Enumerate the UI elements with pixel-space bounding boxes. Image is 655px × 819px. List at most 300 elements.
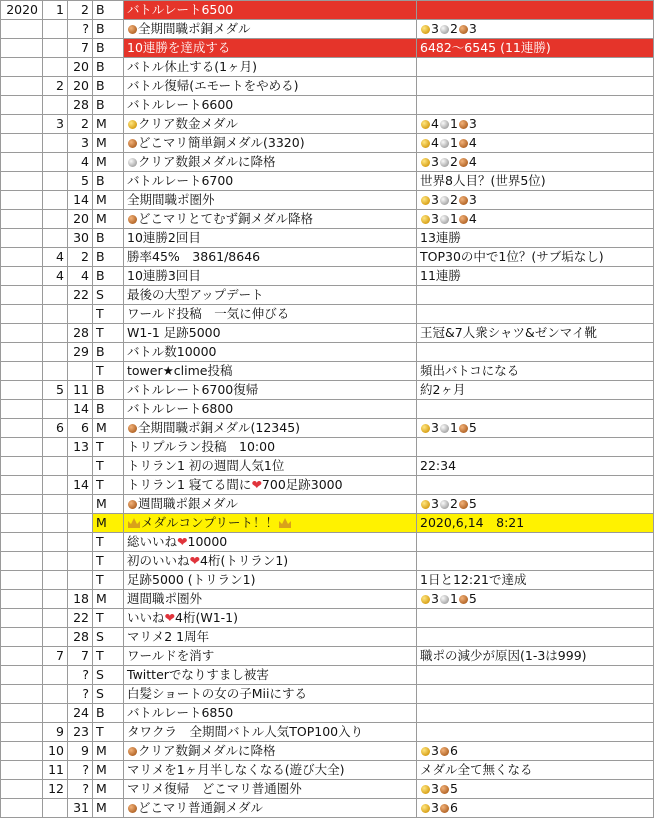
table-row <box>1 628 654 647</box>
note-cell <box>417 58 654 77</box>
type-cell: M <box>93 210 124 229</box>
silver-medal-icon <box>440 196 449 205</box>
note-cell <box>417 286 654 305</box>
day-cell: 24 <box>68 704 93 723</box>
day-cell: 14 <box>68 476 93 495</box>
heart-icon: ❤ <box>177 534 188 549</box>
event-cell: ワールド投稿 一気に伸びる <box>124 305 417 324</box>
year-cell <box>1 381 43 400</box>
month-cell: 5 <box>43 381 68 400</box>
table-row <box>1 799 654 818</box>
event-cell: 全期間職ポ銅メダル(12345) <box>124 419 417 438</box>
note-cell: 3 1 5 <box>417 590 654 609</box>
silver-medal-icon <box>440 215 449 224</box>
day-cell: 3 <box>68 134 93 153</box>
type-cell: B <box>93 172 124 191</box>
type-cell: B <box>93 96 124 115</box>
type-cell: T <box>93 324 124 343</box>
day-cell: 9 <box>68 742 93 761</box>
note-cell: 職ポの減少が原因(1-3は999) <box>417 647 654 666</box>
year-cell <box>1 77 43 96</box>
type-cell: B <box>93 704 124 723</box>
note-cell <box>417 77 654 96</box>
event-cell: 週間職ポ銀メダル <box>124 495 417 514</box>
table-row <box>1 96 654 115</box>
note-cell: 3 2 4 <box>417 153 654 172</box>
table-row <box>1 533 654 552</box>
table-row <box>1 419 654 438</box>
type-cell: T <box>93 476 124 495</box>
note-cell: 2020,6,14 8:21 <box>417 514 654 533</box>
gold-medal-icon <box>421 595 430 604</box>
day-cell: 20 <box>68 77 93 96</box>
type-cell: M <box>93 799 124 818</box>
day-cell: 13 <box>68 438 93 457</box>
note-cell: 3 2 3 <box>417 191 654 210</box>
year-cell <box>1 476 43 495</box>
note-cell <box>417 343 654 362</box>
event-cell: クリア数金メダル <box>124 115 417 134</box>
event-cell: 全期間職ポ圏外 <box>124 191 417 210</box>
note-cell: 3 1 5 <box>417 419 654 438</box>
type-cell: M <box>93 495 124 514</box>
gold-medal-icon <box>128 120 137 129</box>
day-cell: ? <box>68 761 93 780</box>
type-cell: B <box>93 400 124 419</box>
year-cell <box>1 362 43 381</box>
type-cell: T <box>93 552 124 571</box>
day-cell <box>68 571 93 590</box>
day-cell <box>68 305 93 324</box>
gold-medal-icon <box>421 215 430 224</box>
day-cell: 7 <box>68 39 93 58</box>
note-cell <box>417 1 654 20</box>
note-cell <box>417 552 654 571</box>
day-cell: 6 <box>68 419 93 438</box>
heart-icon: ❤ <box>164 610 175 625</box>
event-cell: 10連勝を達成する <box>124 39 417 58</box>
event-cell: 10連勝3回目 <box>124 267 417 286</box>
month-cell <box>43 495 68 514</box>
type-cell: T <box>93 305 124 324</box>
event-cell: バトルレート6700復帰 <box>124 381 417 400</box>
event-cell: タワクラ 全期間バトル人気TOP100入り <box>124 723 417 742</box>
month-cell <box>43 438 68 457</box>
table-row <box>1 39 654 58</box>
year-cell <box>1 590 43 609</box>
day-cell <box>68 495 93 514</box>
note-cell: メダル全て無くなる <box>417 761 654 780</box>
table-row <box>1 685 654 704</box>
type-cell: M <box>93 134 124 153</box>
year-cell: 2020 <box>1 1 43 20</box>
table-row <box>1 1 654 20</box>
table-row <box>1 400 654 419</box>
crown-icon <box>128 518 140 528</box>
event-cell: バトルレート6500 <box>124 1 417 20</box>
gold-medal-icon <box>421 747 430 756</box>
year-cell <box>1 305 43 324</box>
table-row <box>1 438 654 457</box>
bronze-medal-icon <box>459 215 468 224</box>
type-cell: B <box>93 381 124 400</box>
month-cell <box>43 476 68 495</box>
event-cell: クリア数銀メダルに降格 <box>124 153 417 172</box>
gold-medal-icon <box>421 804 430 813</box>
year-cell <box>1 210 43 229</box>
event-cell: トリプルラン投稿 10:00 <box>124 438 417 457</box>
heart-icon: ❤ <box>189 553 200 568</box>
table-row <box>1 761 654 780</box>
type-cell: B <box>93 77 124 96</box>
gold-medal-icon <box>421 158 430 167</box>
day-cell: 18 <box>68 590 93 609</box>
event-cell: 白髪ショートの女の子Miiにする <box>124 685 417 704</box>
type-cell: S <box>93 628 124 647</box>
event-cell: tower★clime投稿 <box>124 362 417 381</box>
table-row <box>1 134 654 153</box>
day-cell <box>68 533 93 552</box>
table-row <box>1 704 654 723</box>
year-cell <box>1 96 43 115</box>
year-cell <box>1 229 43 248</box>
year-cell <box>1 533 43 552</box>
bronze-medal-icon <box>459 139 468 148</box>
day-cell: ? <box>68 780 93 799</box>
year-cell <box>1 723 43 742</box>
note-cell: 王冠&7人衆シャツ&ゼンマイ靴 <box>417 324 654 343</box>
bronze-medal-icon <box>128 500 137 509</box>
year-cell <box>1 704 43 723</box>
month-cell <box>43 286 68 305</box>
silver-medal-icon <box>440 500 449 509</box>
note-cell: 4 1 3 <box>417 115 654 134</box>
day-cell: ? <box>68 20 93 39</box>
event-cell: 最後の大型アップデート <box>124 286 417 305</box>
note-cell <box>417 96 654 115</box>
year-cell <box>1 514 43 533</box>
table-row <box>1 153 654 172</box>
silver-medal-icon <box>128 158 137 167</box>
note-cell: 3 6 <box>417 742 654 761</box>
day-cell: 28 <box>68 628 93 647</box>
month-cell <box>43 134 68 153</box>
note-cell: TOP30の中で1位？(サブ垢なし) <box>417 248 654 267</box>
table-row <box>1 229 654 248</box>
bronze-medal-icon <box>128 139 137 148</box>
type-cell: S <box>93 286 124 305</box>
month-cell <box>43 172 68 191</box>
table-row <box>1 286 654 305</box>
table-row <box>1 248 654 267</box>
month-cell <box>43 343 68 362</box>
day-cell: 4 <box>68 267 93 286</box>
year-cell <box>1 552 43 571</box>
month-cell: 9 <box>43 723 68 742</box>
year-cell <box>1 58 43 77</box>
day-cell: 14 <box>68 191 93 210</box>
year-cell <box>1 742 43 761</box>
type-cell: S <box>93 666 124 685</box>
table-row <box>1 514 654 533</box>
year-cell <box>1 191 43 210</box>
type-cell: M <box>93 419 124 438</box>
event-cell: どこマリとてむず銅メダル降格 <box>124 210 417 229</box>
year-cell <box>1 153 43 172</box>
note-cell <box>417 723 654 742</box>
table-row <box>1 742 654 761</box>
month-cell <box>43 552 68 571</box>
month-cell <box>43 39 68 58</box>
note-cell: 世界8人目？(世界5位) <box>417 172 654 191</box>
month-cell: 10 <box>43 742 68 761</box>
bronze-medal-icon <box>459 158 468 167</box>
month-cell: 6 <box>43 419 68 438</box>
type-cell: M <box>93 761 124 780</box>
day-cell: 4 <box>68 153 93 172</box>
month-cell <box>43 400 68 419</box>
year-cell <box>1 343 43 362</box>
month-cell: 7 <box>43 647 68 666</box>
type-cell: B <box>93 229 124 248</box>
table-row <box>1 77 654 96</box>
month-cell <box>43 609 68 628</box>
gold-medal-icon <box>421 139 430 148</box>
note-cell <box>417 685 654 704</box>
month-cell: 4 <box>43 248 68 267</box>
note-cell: 約2ヶ月 <box>417 381 654 400</box>
note-cell: 13連勝 <box>417 229 654 248</box>
table-row <box>1 362 654 381</box>
type-cell: M <box>93 514 124 533</box>
month-cell: 3 <box>43 115 68 134</box>
day-cell <box>68 514 93 533</box>
event-cell: トリラン1 寝てる間に❤700足跡3000 <box>124 476 417 495</box>
event-cell: 10連勝2回目 <box>124 229 417 248</box>
month-cell <box>43 514 68 533</box>
type-cell: M <box>93 590 124 609</box>
silver-medal-icon <box>440 139 449 148</box>
event-cell: 初のいいね❤4桁(トリラン1) <box>124 552 417 571</box>
month-cell <box>43 153 68 172</box>
month-cell <box>43 191 68 210</box>
gold-medal-icon <box>421 196 430 205</box>
note-cell <box>417 400 654 419</box>
table-row <box>1 324 654 343</box>
silver-medal-icon <box>440 158 449 167</box>
note-cell <box>417 305 654 324</box>
year-cell <box>1 685 43 704</box>
month-cell <box>43 96 68 115</box>
table-row <box>1 115 654 134</box>
day-cell: 30 <box>68 229 93 248</box>
event-cell: バトル休止する(1ヶ月) <box>124 58 417 77</box>
bronze-medal-icon <box>128 215 137 224</box>
day-cell: 11 <box>68 381 93 400</box>
type-cell: T <box>93 362 124 381</box>
year-cell <box>1 20 43 39</box>
event-cell: バトル復帰(エモートをやめる) <box>124 77 417 96</box>
year-cell <box>1 647 43 666</box>
event-cell: ワールドを消す <box>124 647 417 666</box>
type-cell: B <box>93 343 124 362</box>
bronze-medal-icon <box>128 804 137 813</box>
year-cell <box>1 666 43 685</box>
type-cell: T <box>93 533 124 552</box>
bronze-medal-icon <box>459 120 468 129</box>
day-cell: 14 <box>68 400 93 419</box>
month-cell <box>43 457 68 476</box>
year-cell <box>1 172 43 191</box>
day-cell <box>68 362 93 381</box>
note-cell <box>417 533 654 552</box>
type-cell: M <box>93 153 124 172</box>
note-cell <box>417 476 654 495</box>
month-cell: 2 <box>43 77 68 96</box>
event-cell: クリア数銅メダルに降格 <box>124 742 417 761</box>
type-cell: T <box>93 438 124 457</box>
type-cell: M <box>93 115 124 134</box>
table-row <box>1 780 654 799</box>
day-cell: 29 <box>68 343 93 362</box>
table-row <box>1 590 654 609</box>
event-cell: マリメを1ヶ月半しなくなる(遊び大全) <box>124 761 417 780</box>
month-cell <box>43 324 68 343</box>
event-cell: 足跡5000 (トリラン1) <box>124 571 417 590</box>
bronze-medal-icon <box>440 785 449 794</box>
event-cell: トリラン1 初の週間人気1位 <box>124 457 417 476</box>
event-cell: マリメ2 1周年 <box>124 628 417 647</box>
event-cell: メダルコンプリート！！ <box>124 514 417 533</box>
day-cell: ? <box>68 685 93 704</box>
type-cell: B <box>93 1 124 20</box>
bronze-medal-icon <box>440 804 449 813</box>
year-cell <box>1 115 43 134</box>
type-cell: B <box>93 39 124 58</box>
type-cell: B <box>93 248 124 267</box>
event-cell: 週間職ポ圏外 <box>124 590 417 609</box>
table-row <box>1 343 654 362</box>
note-cell: 22:34 <box>417 457 654 476</box>
table-row <box>1 267 654 286</box>
note-cell <box>417 666 654 685</box>
heart-icon: ❤ <box>251 477 262 492</box>
event-cell: どこマリ簡単銅メダル(3320) <box>124 134 417 153</box>
bronze-medal-icon <box>128 25 137 34</box>
note-cell: 頻出バトコになる <box>417 362 654 381</box>
table-row <box>1 58 654 77</box>
gold-medal-icon <box>421 424 430 433</box>
event-cell: 全期間職ポ銅メダル <box>124 20 417 39</box>
day-cell: 2 <box>68 115 93 134</box>
table-row <box>1 210 654 229</box>
type-cell: S <box>93 685 124 704</box>
silver-medal-icon <box>440 424 449 433</box>
event-cell: 総いいね❤10000 <box>124 533 417 552</box>
year-cell <box>1 571 43 590</box>
note-cell <box>417 609 654 628</box>
bronze-medal-icon <box>459 500 468 509</box>
type-cell: T <box>93 571 124 590</box>
day-cell: 22 <box>68 286 93 305</box>
bronze-medal-icon <box>459 595 468 604</box>
month-cell: 12 <box>43 780 68 799</box>
month-cell <box>43 58 68 77</box>
event-cell: どこマリ普通銅メダル <box>124 799 417 818</box>
event-cell: いいね❤4桁(W1-1) <box>124 609 417 628</box>
table-row <box>1 476 654 495</box>
note-cell <box>417 628 654 647</box>
table-row <box>1 172 654 191</box>
table-row <box>1 191 654 210</box>
type-cell: B <box>93 58 124 77</box>
month-cell: 1 <box>43 1 68 20</box>
event-cell: バトル数10000 <box>124 343 417 362</box>
note-cell: 1日と12:21で達成 <box>417 571 654 590</box>
month-cell <box>43 229 68 248</box>
year-cell <box>1 628 43 647</box>
type-cell: T <box>93 647 124 666</box>
year-cell <box>1 438 43 457</box>
day-cell: 5 <box>68 172 93 191</box>
year-cell <box>1 457 43 476</box>
year-cell <box>1 134 43 153</box>
year-cell <box>1 419 43 438</box>
month-cell <box>43 590 68 609</box>
bronze-medal-icon <box>128 747 137 756</box>
month-cell <box>43 20 68 39</box>
event-cell: バトルレート6850 <box>124 704 417 723</box>
event-cell: バトルレート6700 <box>124 172 417 191</box>
gold-medal-icon <box>421 25 430 34</box>
year-cell <box>1 609 43 628</box>
note-cell <box>417 704 654 723</box>
day-cell: 2 <box>68 248 93 267</box>
type-cell: T <box>93 609 124 628</box>
note-cell: 4 1 4 <box>417 134 654 153</box>
table-row <box>1 609 654 628</box>
day-cell: 7 <box>68 647 93 666</box>
type-cell: M <box>93 191 124 210</box>
event-cell: バトルレート6600 <box>124 96 417 115</box>
gold-medal-icon <box>421 500 430 509</box>
year-cell <box>1 799 43 818</box>
table-row <box>1 552 654 571</box>
year-cell <box>1 761 43 780</box>
gold-medal-icon <box>421 785 430 794</box>
month-cell <box>43 685 68 704</box>
month-cell <box>43 628 68 647</box>
table-row <box>1 457 654 476</box>
table-row <box>1 571 654 590</box>
bronze-medal-icon <box>459 196 468 205</box>
year-cell <box>1 780 43 799</box>
event-cell: 勝率45% 3861/8646 <box>124 248 417 267</box>
note-cell: 3 1 4 <box>417 210 654 229</box>
day-cell: 20 <box>68 210 93 229</box>
silver-medal-icon <box>440 25 449 34</box>
day-cell: 23 <box>68 723 93 742</box>
day-cell: 28 <box>68 324 93 343</box>
month-cell <box>43 666 68 685</box>
type-cell: T <box>93 723 124 742</box>
gold-medal-icon <box>421 120 430 129</box>
note-cell: 3 2 5 <box>417 495 654 514</box>
type-cell: B <box>93 20 124 39</box>
note-cell <box>417 438 654 457</box>
bronze-medal-icon <box>459 25 468 34</box>
year-cell <box>1 495 43 514</box>
